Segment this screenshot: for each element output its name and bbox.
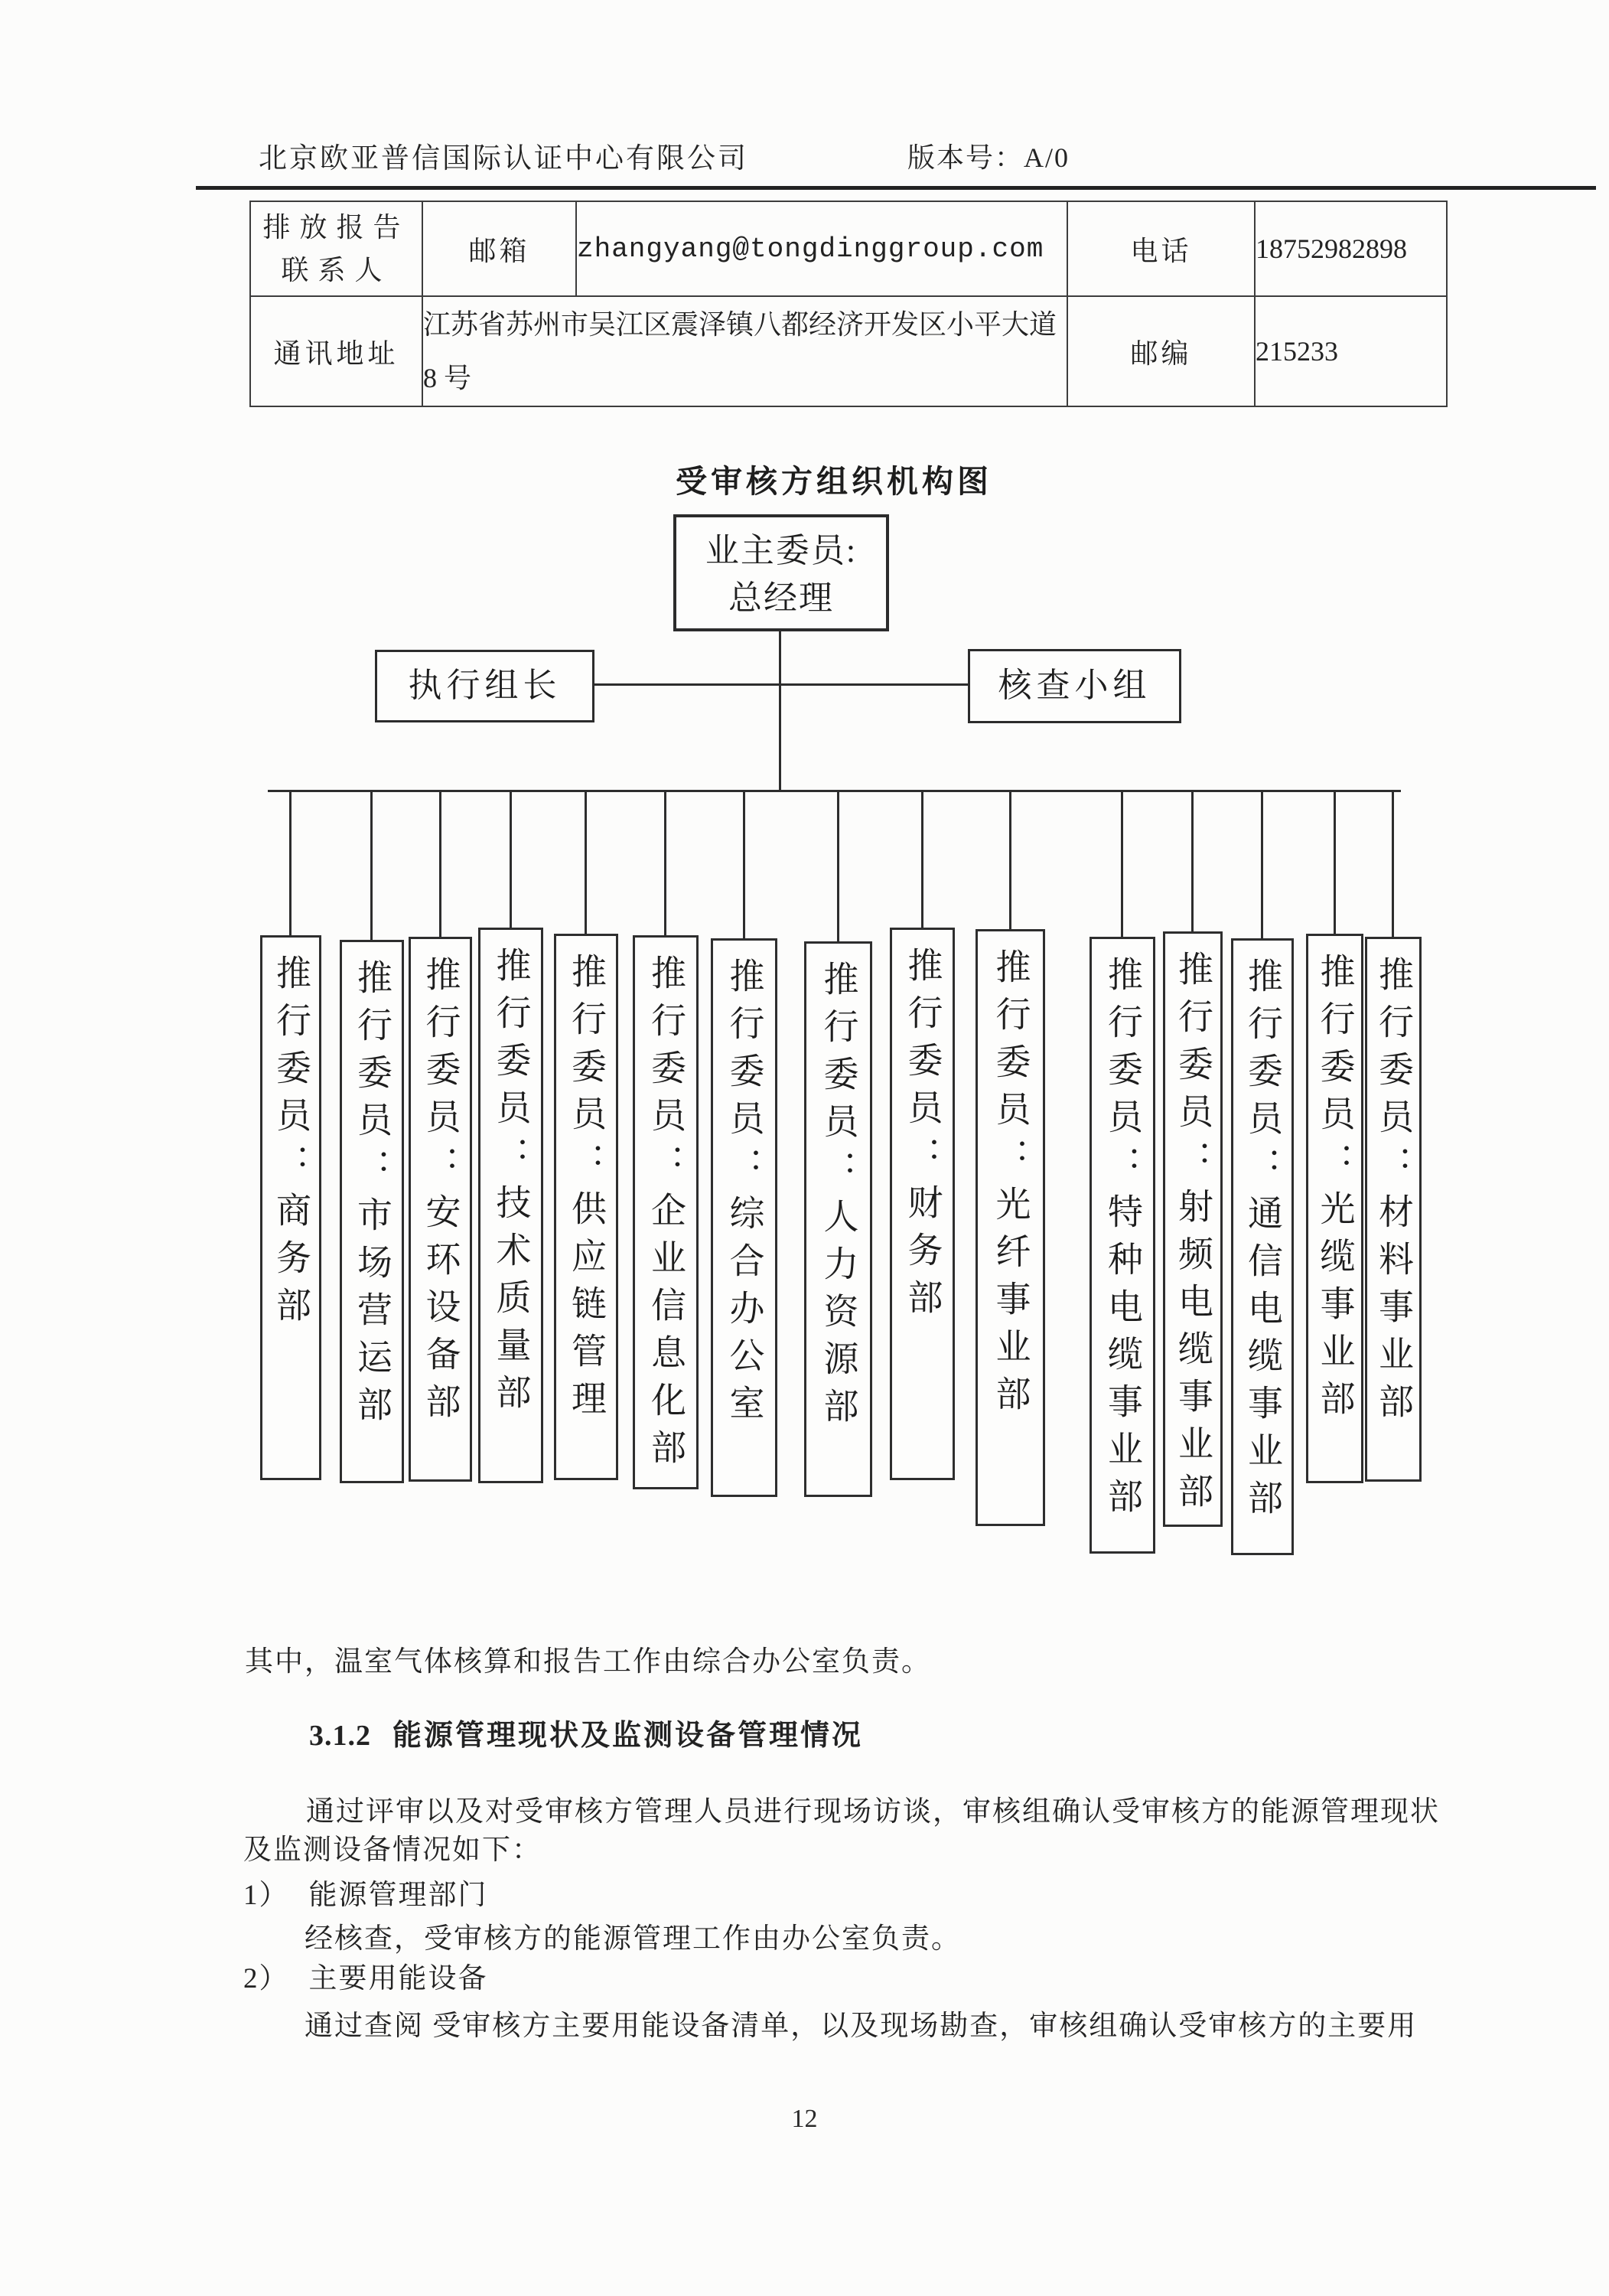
list-item-number: 2） — [243, 1963, 289, 1994]
org-dept-box — [260, 935, 321, 1480]
org-dept-label: 推行委员：财务部 — [903, 947, 943, 1326]
org-verify-team-box: 核查小组 — [968, 649, 1181, 723]
zipcode-field-label: 邮编 — [1067, 296, 1255, 406]
org-dept-label: 推行委员：市场营运部 — [353, 959, 392, 1433]
list-item-title: 能源管理部门 — [308, 1880, 488, 1911]
paragraph-line: 及监测设备情况如下： — [243, 1835, 542, 1866]
org-dept-box — [804, 941, 872, 1497]
header-divider-line — [196, 186, 1596, 190]
org-root-box — [673, 514, 889, 631]
connector-drop-line — [1121, 791, 1123, 938]
connector-drop-line — [370, 791, 373, 941]
connector-drop-line — [289, 791, 292, 937]
connector-drop-line — [585, 791, 587, 935]
email-field-label: 邮箱 — [422, 201, 576, 296]
org-dept-box — [409, 937, 472, 1482]
list-item-2-detail: 通过查阅 受审核方主要用能设备清单，以及现场勘查，审核组确认受审核方的主要用 — [305, 2011, 1418, 2042]
org-dept-label: 推行委员：特种电缆事业部 — [1103, 956, 1142, 1525]
connector-drop-line — [664, 791, 666, 937]
section-heading — [309, 1719, 863, 1754]
email-value: zhangyang@tongdinggroup.com — [576, 201, 1067, 296]
phone-field-label: 电话 — [1067, 201, 1255, 296]
org-dept-label: 推行委员：射频电缆事业部 — [1174, 951, 1213, 1520]
connector-side-horizontal-line — [594, 683, 968, 686]
connector-drop-line — [1191, 791, 1194, 933]
org-dept-box — [554, 934, 618, 1480]
contact-table — [249, 201, 1448, 407]
org-dept-box — [478, 928, 543, 1483]
org-dept-box — [340, 940, 404, 1483]
connector-drop-line — [439, 791, 441, 938]
org-dept-label: 推行委员：安环设备部 — [421, 956, 461, 1430]
org-chart-title: 受审核方组织机构图 — [676, 464, 992, 499]
paragraph-line: 通过评审以及对受审核方管理人员进行现场访谈，审核组确认受审核方的能源管理现状 — [306, 1796, 1440, 1828]
org-dept-box — [1231, 938, 1294, 1555]
org-dept-label: 推行委员：光纤事业部 — [991, 948, 1031, 1423]
contact-person-label — [250, 201, 422, 296]
connector-drop-line — [1009, 791, 1011, 931]
org-dept-label: 推行委员：光缆事业部 — [1315, 953, 1355, 1427]
org-dept-box — [890, 928, 955, 1480]
note-paragraph: 其中，温室气体核算和报告工作由综合办公室负责。 — [245, 1646, 931, 1678]
connector-drop-line — [837, 791, 839, 943]
org-dept-label: 推行委员：材料事业部 — [1374, 956, 1413, 1430]
address-value: 江苏省苏州市吴江区震泽镇八都经济开发区小平大道 8 号 — [422, 296, 1067, 406]
connector-drop-line — [1334, 791, 1336, 935]
connector-drop-line — [921, 791, 923, 929]
connector-drop-line — [1392, 791, 1394, 938]
org-exec-leader-box: 执行组长 — [375, 650, 594, 722]
header-version-label: 版本号：A/0 — [907, 142, 1070, 173]
list-item-2 — [243, 1962, 488, 1996]
org-dept-label: 推行委员：综合办公室 — [725, 957, 764, 1432]
list-item-1 — [243, 1879, 488, 1913]
list-item-number: 1） — [243, 1880, 289, 1911]
org-dept-label: 推行委员：供应链管理 — [567, 953, 606, 1427]
connector-drop-line — [743, 791, 745, 940]
org-dept-box — [975, 929, 1045, 1526]
org-dept-label: 推行委员：人力资源部 — [819, 960, 858, 1435]
contact-person-label-line2: 联系人 — [281, 255, 392, 285]
org-dept-label: 推行委员：通信电缆事业部 — [1243, 957, 1282, 1527]
org-dept-box — [1089, 937, 1155, 1554]
connector-drop-line — [1261, 791, 1263, 940]
org-dept-box — [633, 935, 699, 1489]
org-dept-label: 推行委员：企业信息化部 — [647, 954, 686, 1476]
org-root-line1: 业主委员: — [705, 532, 858, 569]
org-dept-box — [1306, 934, 1363, 1483]
org-dept-box — [1365, 937, 1422, 1482]
zipcode-value: 215233 — [1255, 296, 1447, 406]
org-dept-box — [1163, 931, 1223, 1527]
org-dept-box — [711, 938, 777, 1497]
org-dept-label: 推行委员：技术质量部 — [491, 947, 531, 1421]
org-root-line2: 总经理 — [728, 579, 834, 617]
connector-distribution-line — [268, 790, 1401, 792]
connector-drop-line — [510, 791, 512, 929]
list-item-title: 主要用能设备 — [308, 1963, 488, 1994]
table-row — [250, 296, 1447, 406]
section-heading-number: 3.1.2 — [309, 1720, 371, 1752]
org-dept-label: 推行委员：商务部 — [272, 954, 311, 1334]
section-heading-text: 能源管理现状及监测设备管理情况 — [392, 1720, 864, 1752]
list-item-1-detail: 经核查，受审核方的能源管理工作由办公室负责。 — [305, 1923, 961, 1955]
phone-value: 18752982898 — [1255, 201, 1447, 296]
address-field-label: 通讯地址 — [250, 296, 422, 406]
connector-root-vertical-line — [779, 630, 781, 792]
page-number: 12 — [791, 2105, 818, 2133]
table-row — [250, 201, 1447, 296]
contact-person-label-line1: 排放报告 — [262, 212, 410, 243]
header-company-name: 北京欧亚普信国际认证中心有限公司 — [259, 143, 748, 174]
